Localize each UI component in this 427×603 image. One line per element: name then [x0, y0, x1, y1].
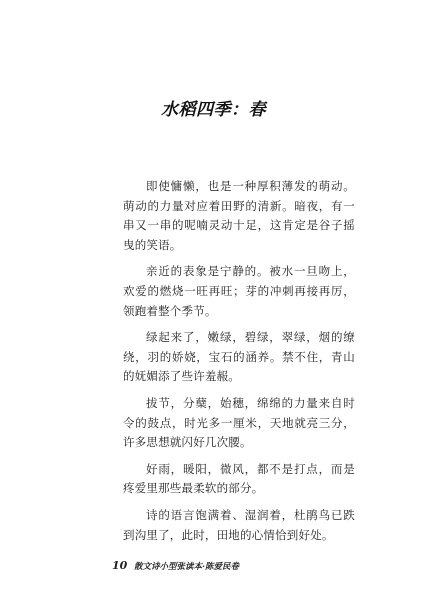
paragraph-3: 绿起来了，嫩绿，碧绿，翠绿，烟的缭绕，羽的娇娆，宝石的涵养。禁不住，青山的妩媚添了些许羞赧。 [123, 330, 355, 384]
article-body [123, 177, 355, 552]
page-footer [112, 559, 239, 572]
paragraph-2: 亲近的表象是宁静的。被水一旦吻上，欢爱的燃烧一旺再旺；芽的冲刺再接再厉，领跑着整个季节。 [123, 264, 355, 318]
paragraph-4: 拔节，分蘖，始穗，绵绵的力量来自时令的鼓点，时光多一厘米，天地就亮三分，许多思想就闪好几次腰。 [123, 395, 355, 450]
paragraph-1: 即使慵懒，也是一种厚积薄发的萌动。萌动的力量对应着田野的清新。暗夜，有一串又一串的呢喃灵动十足，这肯定是谷子摇曳的笑语。 [123, 179, 355, 252]
book-title: 散文诗小型张读本·陈爱民卷 [134, 562, 239, 572]
page-title: 水稻四季：春 [161, 100, 266, 120]
paragraph-5: 好雨，暖阳，微风，都不是打点，而是疼爱里那些最柔软的部分。 [123, 461, 355, 496]
page-number: 10 [112, 559, 128, 572]
paragraph-6: 诗的语言饱满着、湿润着，杜鹃鸟已跌到沟里了，此时，田地的心情恰到好处。 [123, 507, 355, 542]
